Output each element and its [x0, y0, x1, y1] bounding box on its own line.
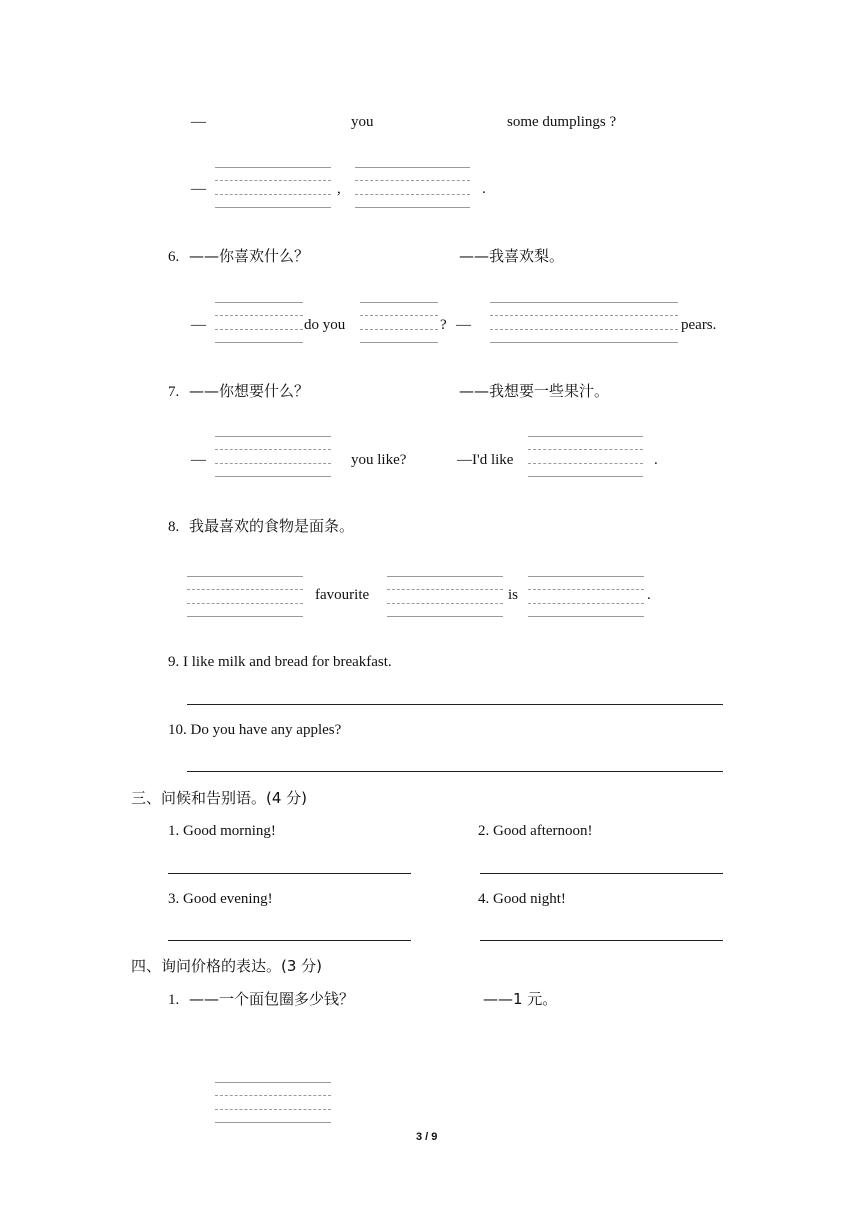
item-text: 2. Good afternoon!: [478, 823, 593, 839]
dash: —: [191, 317, 206, 333]
section-title: 四、询问价格的表达。(3 分): [131, 957, 323, 975]
question-prompt: 我最喜欢的食物是面条。: [189, 517, 355, 535]
question-prompt-answer: ——我想要一些果汁。: [459, 382, 610, 400]
dash: —: [191, 452, 206, 468]
dash: —: [191, 181, 206, 197]
question-number: 1.: [168, 992, 180, 1008]
writing-line-blank[interactable]: [215, 436, 331, 478]
answer-line[interactable]: [168, 940, 411, 941]
question-mark: ?: [440, 317, 447, 333]
period: .: [482, 181, 486, 197]
item-text: 3. Good evening!: [168, 891, 273, 907]
answer-line[interactable]: [480, 873, 723, 874]
question-text: 10. Do you have any apples?: [168, 722, 342, 738]
question-number: 6.: [168, 249, 180, 265]
writing-line-blank[interactable]: [360, 302, 438, 344]
question-text: 9. I like milk and bread for breakfast.: [168, 654, 392, 670]
writing-line-blank[interactable]: [215, 167, 331, 209]
answer-line[interactable]: [168, 873, 411, 874]
writing-line-blank[interactable]: [187, 576, 303, 618]
period: .: [654, 452, 658, 468]
phrase-id-like: —I'd like: [457, 452, 514, 468]
writing-line-blank[interactable]: [528, 576, 644, 618]
writing-line-blank[interactable]: [387, 576, 503, 618]
section-title: 三、问候和告别语。(4 分): [131, 789, 308, 807]
phrase-do-you: do you: [304, 317, 346, 333]
question-prompt-answer: ——我喜欢梨。: [459, 247, 565, 265]
phrase-some-dumplings: some dumplings ?: [507, 114, 617, 130]
dash: —: [456, 317, 471, 333]
question-number: 8.: [168, 519, 180, 535]
question-prompt: ——你想要什么？: [189, 382, 310, 400]
writing-line-blank[interactable]: [490, 302, 678, 344]
answer-line[interactable]: [480, 940, 723, 941]
writing-line-blank[interactable]: [528, 436, 643, 478]
phrase-you-like: you like?: [351, 452, 407, 468]
question-prompt: ——你喜欢什么？: [189, 247, 310, 265]
writing-line-blank[interactable]: [215, 1082, 331, 1124]
writing-line-blank[interactable]: [355, 167, 470, 209]
period: .: [647, 587, 651, 603]
item-text: 4. Good night!: [478, 891, 566, 907]
answer-line[interactable]: [187, 771, 723, 772]
dash: —: [191, 114, 206, 130]
word-pears: pears.: [681, 317, 717, 333]
word-is: is: [508, 587, 519, 603]
item-text: 1. Good morning!: [168, 823, 276, 839]
question-number: 7.: [168, 384, 180, 400]
comma: ,: [337, 181, 341, 197]
writing-line-blank[interactable]: [215, 302, 303, 344]
answer-line[interactable]: [187, 704, 723, 705]
question-prompt-answer: ——1 元。: [483, 990, 558, 1008]
page-number: 3 / 9: [416, 1131, 438, 1143]
word-you: you: [351, 114, 374, 130]
word-favourite: favourite: [315, 587, 370, 603]
question-prompt: ——一个面包圈多少钱？: [189, 990, 355, 1008]
